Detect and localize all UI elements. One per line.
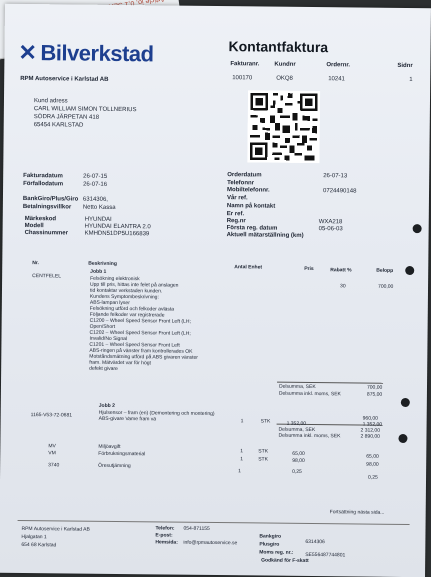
extra-2-unit: STK: [258, 456, 268, 463]
job2-belopp: 960,00: [362, 415, 378, 422]
label-var-ref: Vår ref.: [226, 195, 248, 202]
value-fakturanr: 100170: [232, 75, 253, 82]
job2-title: Jobb 2: [98, 402, 115, 409]
job2-line-1: Hjulsensor – fram (en) (Demontering och montering): [98, 409, 215, 418]
extra-3-price: 0,25: [292, 468, 302, 475]
value-orderdatum: 26-07-13: [323, 173, 348, 180]
document-title: Kontantfaktura: [228, 38, 329, 56]
value-bankgiro: 6314306,: [82, 196, 109, 203]
footer-fskatt: Godkänd för F-skatt: [261, 557, 309, 564]
job2-qty: 1: [240, 418, 244, 425]
extra-1-desc: Miljöavgift: [98, 443, 121, 451]
label-kundnr: Kundnr: [274, 61, 296, 68]
extra-1-unit: STK: [258, 448, 269, 455]
customer-street: SÖDRA JÄRPETAN 418: [33, 114, 100, 121]
job1-line: tid kontaktar verkstaden kunden.: [89, 287, 163, 295]
company-logo: [18, 40, 153, 67]
value-forsta-reg: 05-06-03: [318, 226, 343, 233]
job2-sum-label2: Delsumma inkl. moms, SEK: [278, 432, 341, 440]
label-forsta-reg: Första reg. datum: [226, 225, 278, 232]
binder-hole-1: [413, 224, 422, 233]
value-forfallodatum: 26-07-16: [83, 181, 108, 188]
footer-tel-label: Telefon:: [155, 525, 175, 532]
customer-city: 65454 KARLSTAD: [33, 122, 84, 129]
job1-line: Felsökning utförd och felkoder avlästa: [89, 305, 175, 313]
job1-line: defekt givare: [89, 365, 118, 372]
invoice-paper: [0, 4, 431, 577]
value-mobiltelefonnr: 0724490148: [323, 188, 357, 195]
job2-sum-label1: Delsumma, SEK: [278, 426, 316, 434]
job2-price: 1 352,00: [286, 420, 307, 427]
job1-line: C1202 – Wheel Speed Sensor Front Left (LH;: [89, 329, 191, 337]
footer-company: RPM Autoservice i Karlstad AB: [21, 525, 90, 533]
label-fakturadatum: Fakturadatum: [23, 172, 63, 180]
extra-2-belopp: 98,00: [366, 461, 379, 468]
extra-2-desc: Förbrukningsmaterial: [98, 450, 146, 458]
col-header-rabatt: Rabatt %: [330, 267, 352, 274]
extra-1-price: 65,00: [292, 450, 305, 457]
job1-belopp: 700,00: [378, 283, 394, 290]
value-sidnr: 1: [409, 77, 413, 84]
label-betalningsvillkor: Betalningsvillkor: [22, 203, 72, 211]
job1-sum-value2: 875,00: [366, 391, 383, 398]
footer-city: 654 68 Karlstad: [21, 541, 57, 549]
value-regnr: WXA218: [318, 219, 343, 226]
job1-line: Motståndsmätning utförd på ABS givaren vänster: [89, 353, 198, 361]
binder-hole-2: [405, 266, 414, 275]
footer-divider: [18, 520, 410, 525]
footer-bankgiro: 6314306: [305, 538, 325, 546]
footer-street: Hjalgatan 1: [21, 533, 47, 541]
binder-hole-4: [398, 434, 407, 443]
footer-email-label: E-post:: [155, 532, 173, 539]
extra-2-price: 98,00: [292, 457, 305, 464]
job1-line: Open/Short: [89, 323, 116, 330]
job2-line-2: ABS-givare Vame fram vä: [98, 415, 157, 423]
label-namn-kontakt: Namn på kontakt: [226, 203, 276, 210]
job1-line: Följande felkoder var registrerade: [89, 311, 165, 319]
footer-moms-label: Moms reg. nr.:: [259, 549, 294, 556]
job1-line: Upp till pris, hittas inte felet på anslagen: [90, 281, 179, 289]
extra-3-desc: Öresutjämning: [98, 462, 131, 470]
job1-line: fram. Mätvärdet var för högt: [89, 359, 151, 367]
job1-line: ABS-ringen på vänster fram kontrollerades OK: [89, 347, 193, 355]
extra-2-qty: 1: [240, 456, 244, 463]
job2-sum-value-c: 2 890,00: [360, 433, 380, 440]
col-header-nr: Nr.: [32, 260, 39, 267]
job1-sum-label2: Delsumma inkl. moms, SEK: [278, 390, 341, 398]
job2-unit: STK: [260, 418, 271, 425]
label-markeskod: Märkeskod: [24, 216, 57, 223]
company-name: RPM Autoservice i Karlstad AB: [20, 75, 109, 83]
customer-name: CARL WILLIAM SIMON TOLLNERIUS: [33, 106, 137, 114]
extra-2-nr: VM: [48, 450, 56, 457]
label-mobiltelefonnr: Mobiltelefonnr.: [227, 187, 270, 194]
label-bankgiro: BankGiro/Plus/Giro: [22, 195, 79, 203]
extra-1-nr: MV: [48, 443, 56, 450]
label-matarstallning: Aktuell mätarställning (km): [226, 232, 304, 239]
customer-label: Kund adress: [33, 98, 68, 105]
qr-code-icon: [247, 90, 320, 163]
label-orderdatum: Orderdatum: [227, 172, 262, 179]
job1-line: Felsökning elektronisk: [90, 275, 140, 283]
continued-note: Fortsättning nästa sida...: [329, 509, 385, 516]
job2-sum-value-b: 2 312,00: [360, 427, 381, 434]
logo-mark-icon: ✕: [18, 39, 37, 66]
label-ordernr: Ordernr.: [326, 62, 351, 69]
value-ordernr: 10241: [328, 76, 345, 83]
footer-web-label: Hemsida:: [155, 539, 178, 546]
job1-line: C1200 – Wheel Speed Sensor Front Left (LH;: [89, 317, 191, 325]
extra-3-belopp: 0,25: [368, 474, 378, 481]
label-chassinummer: Chassinummer: [24, 230, 68, 237]
binder-hole-3: [401, 398, 410, 407]
job2-nr: 1165-V53-72-0681: [30, 412, 73, 419]
footer-plusgiro-label: Plusgiro: [259, 541, 280, 548]
value-betalningsvillkor: Netto Kassa: [82, 204, 116, 211]
col-header-belopp: Belopp: [376, 267, 394, 274]
footer-bankgiro-label: Bankgiro: [259, 533, 282, 540]
value-markeskod: HYUNDAI: [84, 216, 112, 223]
label-regnr: Reg.nr: [226, 218, 246, 225]
label-modell: Modell: [24, 223, 44, 230]
value-fakturadatum: 26-07-15: [83, 173, 108, 180]
job1-title: Jobb 1: [90, 268, 107, 275]
extra-3-nr: 3740: [48, 462, 60, 469]
value-chassinummer: KMHDN51DP5U166839: [84, 230, 150, 238]
footer-web-link[interactable]: info@rpmautoservice.se: [183, 539, 238, 547]
job1-nr: CENTFELEL: [32, 273, 62, 280]
job1-sum-value1: 700,00: [366, 384, 383, 391]
job1-line: C1201 – Wheel Speed Sensor Front Left: [89, 341, 180, 349]
value-modell: HYUNDAI ELANTRA 2.0: [84, 223, 151, 231]
footer-moms: SE556487744801: [305, 551, 346, 559]
job1-line: Invalid/No Signal: [89, 335, 128, 343]
label-telefonnr: Telefonnr: [227, 180, 255, 187]
job2-sum-value-a: 1 352,00: [362, 421, 383, 428]
logo-text: Bilverkstad: [40, 40, 154, 67]
col-header-beskrivning: Beskrivning: [88, 260, 117, 267]
label-sidnr: Sidnr: [397, 62, 413, 70]
footer-tel: 054-871155: [183, 525, 210, 532]
job1-line: Kundens Symptombeskrivning:: [89, 293, 159, 301]
value-kundnr: OKQ8: [276, 75, 293, 82]
label-fakturanr: Fakturanr.: [230, 61, 260, 68]
job1-line: ABS-lampan lyser: [89, 299, 130, 307]
extra-1-qty: 1: [240, 448, 244, 455]
label-er-ref: Er ref.: [226, 211, 245, 218]
label-forfallodatum: Förfallodatum: [23, 180, 64, 188]
job1-rabatt: 30: [340, 283, 346, 290]
extra-3-qty: 1: [238, 468, 241, 475]
extra-1-belopp: 65,00: [366, 453, 379, 460]
col-header-antal-enhet: Antal Enhet: [234, 264, 263, 271]
col-header-pris: Pris: [304, 265, 314, 273]
job1-sum-label1: Delsumma, SEK: [278, 383, 316, 391]
